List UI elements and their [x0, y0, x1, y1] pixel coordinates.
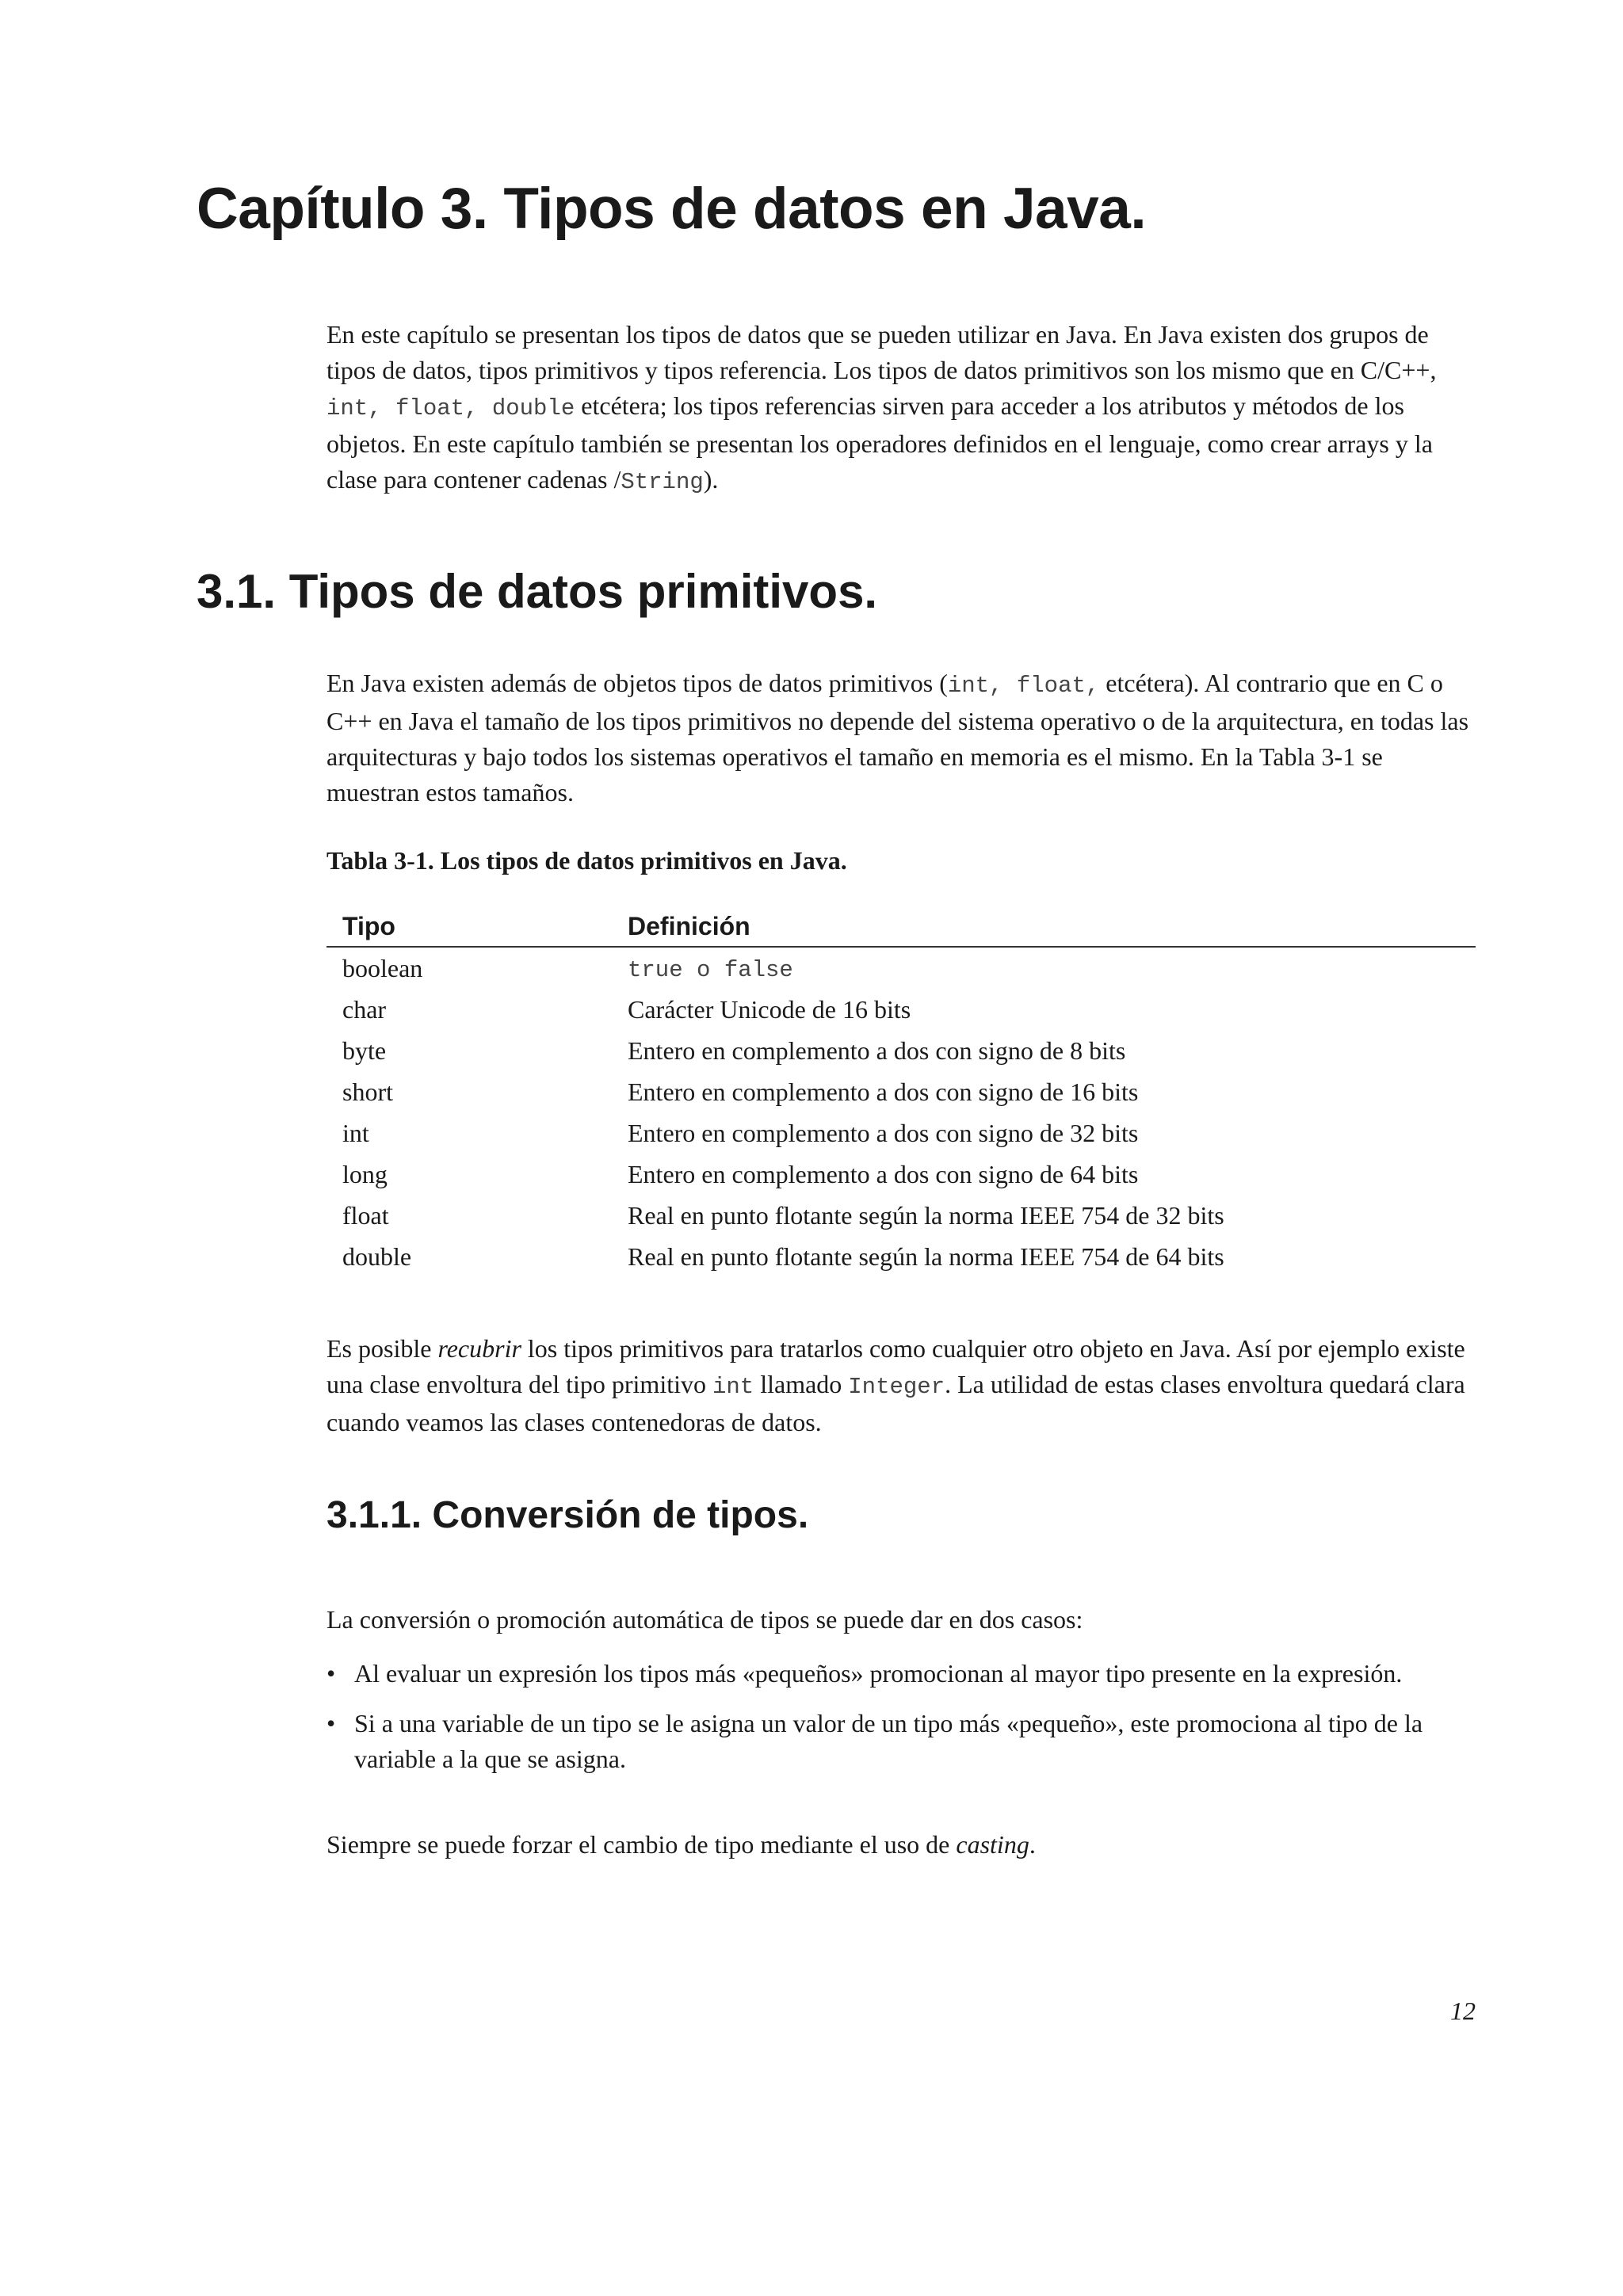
type-definition: Entero en complemento a dos con signo de 16 bits	[628, 1077, 1139, 1106]
type-name: char	[342, 994, 387, 1024]
type-definition: Entero en complemento a dos con signo de 64 bits	[628, 1159, 1139, 1188]
header-tipo: Tipo	[327, 906, 612, 947]
type-name: float	[342, 1200, 389, 1230]
type-definition: Real en punto flotante según la norma IEEE 754 de 64 bits	[628, 1241, 1224, 1271]
type-name: boolean	[342, 953, 423, 982]
table-row	[327, 1112, 1476, 1154]
conversion-intro: La conversión o promoción automática de tipos se puede dar en dos casos:	[327, 1605, 1083, 1634]
type-definition: Entero en complemento a dos con signo de 8 bits	[628, 1035, 1126, 1065]
page-number: 12	[1450, 1997, 1476, 2025]
intro-paragraph: En este capítulo se presentan los tipos de datos que se pueden utilizar en Java. En Java existen dos grupos de tipos de datos, tipos primitivos y tipos referencia. Los tipos de datos primitivos son los mismo que en C/C++, int, float, double etcétera; los tipos referencias sirven para acceder a los atributos y métodos de los objetos. En este capítulo también se presentan los operadores definidos en el lenguaje, como crear arrays y la clase para contener cadenas /String).	[327, 320, 1437, 495]
code-int: int	[712, 1374, 754, 1400]
header-definicion: Definición	[612, 906, 1476, 947]
type-name: long	[342, 1159, 388, 1188]
table-row	[327, 1071, 1476, 1112]
type-definition: true o false	[628, 957, 793, 983]
conversion-cases-list	[327, 1656, 1476, 1791]
type-definition: Real en punto flotante según la norma IEEE 754 de 32 bits	[628, 1200, 1224, 1230]
section-title: 3.1. Tipos de datos primitivos.	[197, 565, 878, 618]
table-row	[327, 1195, 1476, 1236]
table-row	[327, 989, 1476, 1030]
list-item: • Al evaluar un expresión los tipos más «pequeños» promocionan al mayor tipo presente en la expresión.	[327, 1656, 1476, 1691]
type-definition: Entero en complemento a dos con signo de 32 bits	[628, 1118, 1139, 1147]
emphasis-casting: casting	[956, 1830, 1029, 1859]
section-paragraph: En Java existen además de objetos tipos de datos primitivos (int, float, etcétera). Al contrario que en C o C++ en Java el tamaño de los tipos primitivos no depende del sistema operativo o de la arquitectura, en todas las arquitecturas y bajo todos los sistemas operativos el tamaño en memoria es el mismo. En la Tabla 3-1 se muestran estos tamaños.	[327, 669, 1469, 807]
table-row	[327, 1154, 1476, 1195]
type-definition: Carácter Unicode de 16 bits	[628, 994, 911, 1024]
code-int-float-double: int, float, double	[327, 395, 575, 421]
type-name: short	[342, 1077, 393, 1106]
subsection-title: 3.1.1. Conversión de tipos.	[327, 1494, 809, 1536]
type-name: byte	[342, 1035, 387, 1065]
casting-paragraph: Siempre se puede forzar el cambio de tipo mediante el uso de casting.	[327, 1830, 1036, 1859]
code-int-float: int, float,	[947, 673, 1100, 699]
table-row	[327, 947, 1476, 989]
list-item: • Si a una variable de un tipo se le asigna un valor de un tipo más «pequeño», este promociona al tipo de la variable a la que se asigna.	[327, 1706, 1476, 1777]
bullet-icon: •	[327, 1709, 336, 1737]
table-header-row	[327, 906, 1476, 947]
wrapper-paragraph: Es posible recubrir los tipos primitivos para tratarlos como cualquier otro objeto en Java. Así por ejemplo existe una clase envoltura del tipo primitivo int llamado Integer. La utilidad de estas clases envoltura quedará clara cuando veamos las clases contenedoras de datos.	[327, 1334, 1465, 1436]
emphasis-recubrir: recubrir	[437, 1334, 521, 1363]
bullet-icon: •	[327, 1659, 336, 1688]
table-row	[327, 1236, 1476, 1277]
code-integer: Integer	[848, 1374, 945, 1400]
primitive-types-table	[327, 906, 1476, 1277]
table-caption: Tabla 3-1. Los tipos de datos primitivos en Java.	[327, 846, 847, 875]
chapter-title: Capítulo 3. Tipos de datos en Java.	[197, 177, 1147, 241]
type-name: int	[342, 1118, 369, 1147]
table-row	[327, 1030, 1476, 1071]
type-name: double	[342, 1241, 412, 1271]
code-string: String	[621, 469, 704, 495]
